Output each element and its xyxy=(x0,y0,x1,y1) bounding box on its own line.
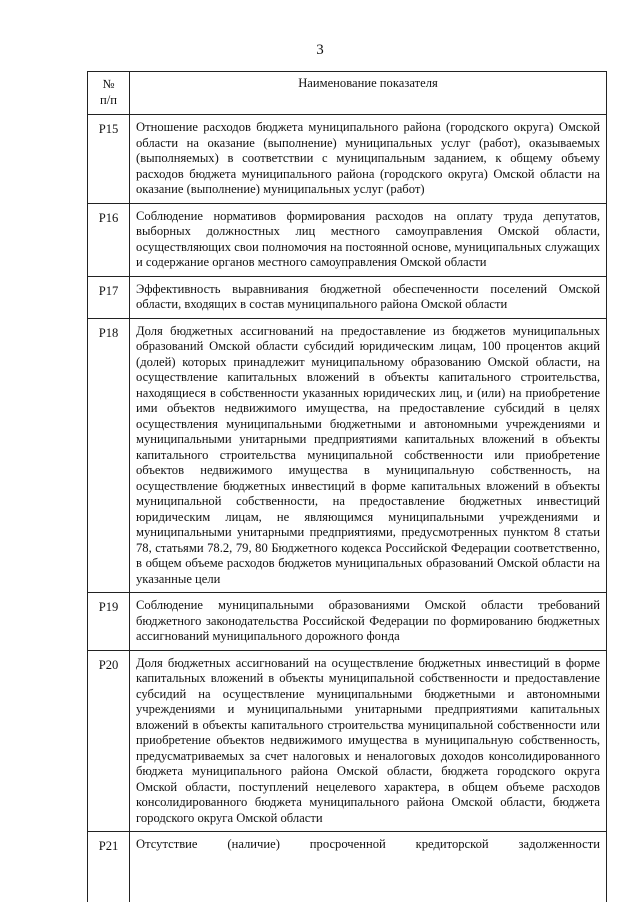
table-row xyxy=(88,832,607,903)
row-text-p18: Доля бюджетных ассигнований на предоставление из бюджетов муниципальных образований Омской области субсидий юридическим лицам, 100 процентов акций (долей) которых принадлежит муниципальному образованию Омской области, на осуществление капитальных вложений в объекты капитального строительства, находящиеся в собственности указанных юридических лиц, и (или) на приобретение ими объектов недвижимого имущества, на предоставление субсидий в целях осуществления муниципальными бюджетными и автономными учреждениями и муниципальными унитарными предприятиями капитальных вложений в объекты капитального строительства муниципальной собственности или приобретение объектов недвижимого имущества в муниципальную собственность, на осуществление бюджетных инвестиций в форме капитальных вложений в объекты муниципальной собственности, на предоставление бюджетных инвестиций юридическим лицам, не являющимся муниципальными учреждениями и муниципальными унитарными предприятиями, предусмотренных пунктом 8 статьи 78, статьями 78.2, 79, 80 Бюджетного кодекса Российской Федерации соответственно, в общем объеме расходов бюджетов муниципальных образований Омской области на указанные цели xyxy=(130,318,607,593)
table-row xyxy=(88,115,607,204)
table-row xyxy=(88,593,607,651)
row-code-p21: P21 xyxy=(88,832,130,903)
row-text-p16: Соблюдение нормативов формирования расходов на оплату труда депутатов, выборных должностных лиц местного самоуправления Омской области, осуществляющих свои полномочия на постоянной основе, муниципальных служащих и содержание органов местного самоуправления Омской области xyxy=(130,203,607,276)
row-code-p16: P16 xyxy=(88,203,130,276)
row-text-p21: Отсутствие (наличие) просроченной кредиторской задолженности xyxy=(130,832,607,903)
row-text-p19: Соблюдение муниципальными образованиями Омской области требований бюджетного законодательства Российской Федерации по формированию бюджетных ассигнований муниципального дорожного фонда xyxy=(130,593,607,651)
row-text-p20: Доля бюджетных ассигнований на осуществление бюджетных инвестиций в форме капитальных вложений в объекты муниципальной собственности и предоставление субсидий на осуществление муниципальными бюджетными и автономными учреждениями и муниципальными унитарными предприятиями капитальных вложений в объекты капитального строительства муниципальной собственности или приобретение объектов недвижимого имущества в муниципальную собственность, предусматриваемых за счет налоговых и неналоговых доходов консолидированного бюджета муниципального района Омской области, бюджета городского округа Омской области, поступлений нецелевого характера, в общем объеме расходов консолидированного бюджета муниципального района Омской области, бюджета городского округа Омской области xyxy=(130,650,607,832)
table-header-row xyxy=(88,72,607,115)
table-row xyxy=(88,650,607,832)
table-row xyxy=(88,318,607,593)
row-text-p17: Эффективность выравнивания бюджетной обеспеченности поселений Омской области, входящих в состав муниципального района Омской области xyxy=(130,276,607,318)
indicators-table xyxy=(87,71,607,902)
table-row xyxy=(88,203,607,276)
row-code-p18: P18 xyxy=(88,318,130,593)
table-row xyxy=(88,276,607,318)
header-number-cell xyxy=(88,72,130,115)
header-number-symbol: № xyxy=(102,77,115,91)
row-code-p20: P20 xyxy=(88,650,130,832)
row-text-p15: Отношение расходов бюджета муниципального района (городского округа) Омской области на оказание (выполнение) муниципальных услуг (работ), оказываемых (выполняемых) в соответствии с муниципальным заданием, к общему объему расходов бюджета муниципального района (городского округа) Омской области на оказание (выполнение) муниципальных услуг (работ) xyxy=(130,115,607,204)
header-number-abbrev: п/п xyxy=(100,92,117,107)
row-code-p17: P17 xyxy=(88,276,130,318)
header-name-cell: Наименование показателя xyxy=(130,72,607,115)
page-number: 3 xyxy=(316,42,324,58)
row-code-p15: P15 xyxy=(88,115,130,204)
row-code-p19: P19 xyxy=(88,593,130,651)
